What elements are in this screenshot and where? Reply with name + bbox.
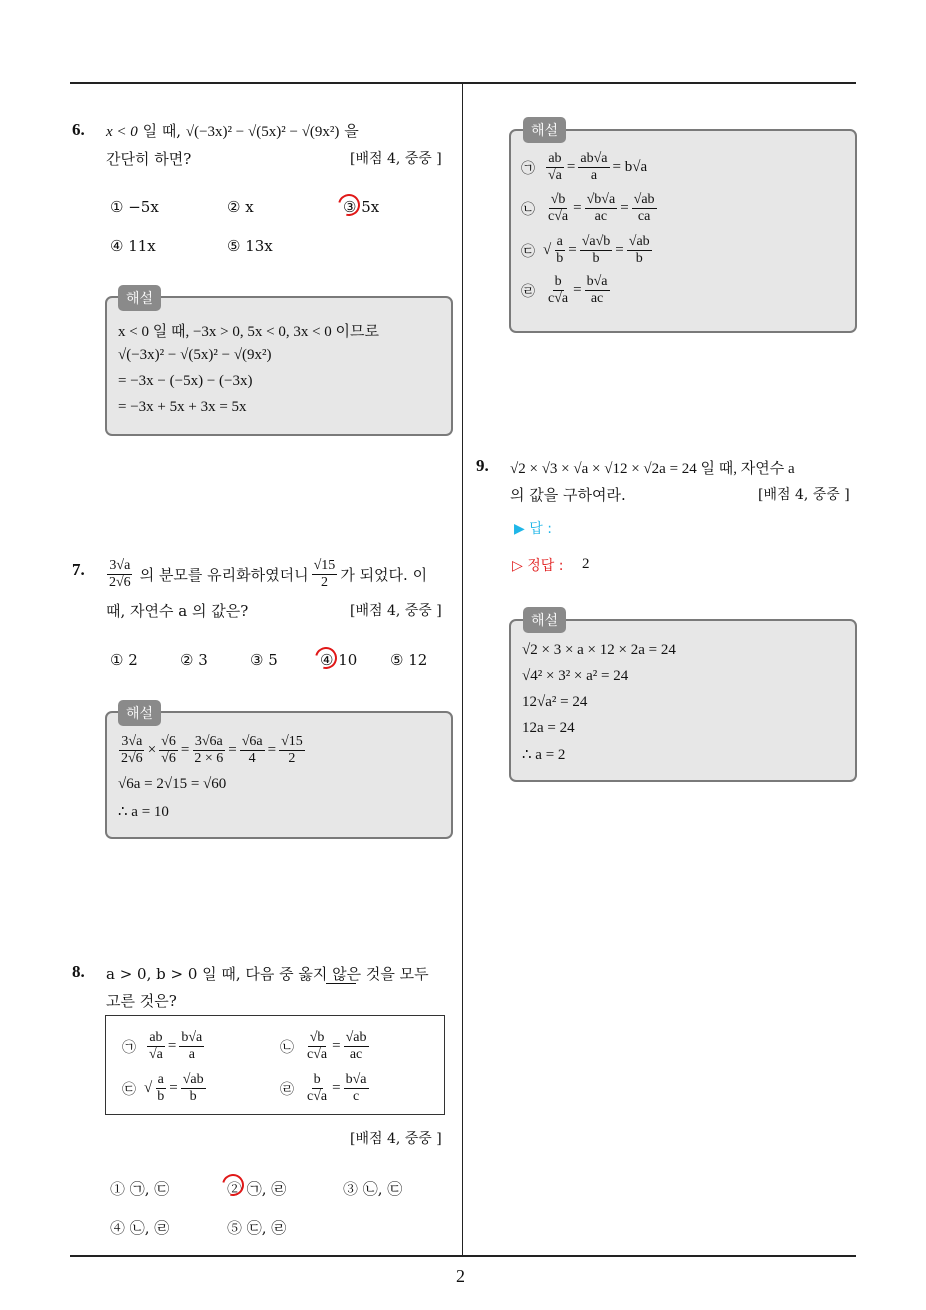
q7-sol-line-3: ∴ a = 10	[118, 804, 169, 820]
top-rule	[70, 82, 856, 84]
q9-correct-value: 2	[582, 556, 590, 572]
q9-sol-line-1: √2 × 3 × a × 12 × 2a = 24	[522, 642, 676, 658]
q9-correct-label: ▷ 정답 :	[512, 558, 564, 574]
q7-meta: [배점 4, 중중 ]	[350, 603, 442, 619]
q7-choice-1[interactable]: ① 2	[110, 651, 138, 669]
q8-sol-line-1: ㉠ $\frac{ab}{√a}$ = $\frac{ab√a}{a}$ = b√a	[521, 151, 648, 183]
q8-choice-3[interactable]: ③ ㉡, ㉢	[343, 1180, 403, 1198]
q9-line2: 의 값을 구하여라.	[510, 486, 626, 504]
q7-frac2-den: 2	[320, 575, 328, 590]
q6-sol-line-2: √(−3x)² − √(5x)² − √(9x²)	[118, 347, 272, 363]
q8-sol-line-3: ㉢ √ $\frac{a}{b}$ = $\frac{√a√b}{b}$ = $\frac{√ab}{b}$	[521, 234, 650, 266]
q6-sol-line-3: = −3x − (−5x) − (−3x)	[118, 373, 253, 389]
q6-line1: x < 0 일 때, √(−3x)² − √(5x)² − √(9x²) 을	[106, 122, 359, 140]
q9-solution-tag: 해설	[523, 607, 566, 633]
q7-solution-tag: 해설	[118, 700, 161, 726]
q8-item-1: ㉠ $\frac{ab}{√a}$ = $\frac{b√a}{a}$	[122, 1030, 203, 1062]
q8-choice-2[interactable]: ② ㉠, ㉣	[227, 1180, 287, 1198]
q7-sol-eq1: $\frac{3√a}{2√6}$ × $\frac{√6}{√6}$ = $\frac{3√6a}{2 \times 6}$ = $\frac{√6a}{4}$ = $\frac{√15}{2}$	[121, 734, 303, 766]
q7-frac1-num: 3√a	[109, 558, 131, 573]
q6-choice-1[interactable]: ① −5x	[110, 198, 159, 216]
q9-number: 9.	[476, 456, 489, 475]
q7-frac1-den: 2√6	[109, 575, 131, 590]
q9-meta: [배점 4, 중중 ]	[758, 487, 850, 503]
q9-sol-line-2: √4² × 3² × a² = 24	[522, 668, 629, 684]
q6-choice-2[interactable]: ② x	[227, 198, 254, 216]
q8-choice-4[interactable]: ④ ㉡, ㉣	[110, 1219, 170, 1237]
q7-frac2-num: √15	[313, 558, 336, 573]
q7-line2: 때, 자연수 a 의 값은?	[106, 602, 249, 620]
page-number: 2	[456, 1266, 465, 1286]
q7-choice-4[interactable]: ④ 10	[320, 651, 358, 669]
q8-underline	[326, 983, 356, 984]
q6-choice-5[interactable]: ⑤ 13x	[227, 237, 273, 255]
q8-sol-line-2: ㉡ $\frac{√b}{c√a}$ = $\frac{√b√a}{ac}$ = $\frac{√ab}{ca}$	[521, 192, 655, 224]
q6-choice-3[interactable]: ③ 5x	[343, 198, 380, 216]
q8-item-4: ㉣ $\frac{b}{c√a}$ = $\frac{b√a}{c}$	[280, 1072, 367, 1104]
q6-meta: [배점 4, 중중 ]	[350, 151, 442, 167]
q9-sol-line-4: 12a = 24	[522, 720, 575, 736]
q7-choice-3[interactable]: ③ 5	[250, 651, 278, 669]
q9-answer-label[interactable]: ▶ 답 :	[514, 521, 552, 537]
q8-number: 8.	[72, 962, 85, 981]
q7-line1: $\frac{3√a}{2√6}$ 의 분모를 유리화하였더니 $\frac{√15}{2}$ 가 되었다. 이	[109, 558, 428, 590]
q9-sol-line-3: 12√a² = 24	[522, 694, 588, 710]
q8-solution-tag: 해설	[523, 117, 566, 143]
q6-line2: 간단히 하면?	[106, 150, 192, 168]
q6-choice-4[interactable]: ④ 11x	[110, 237, 156, 255]
q8-meta: [배점 4, 중중 ]	[350, 1131, 442, 1147]
q9-sol-line-5: ∴ a = 2	[522, 747, 566, 763]
q6-sol-line-4: = −3x + 5x + 3x = 5x	[118, 399, 247, 415]
q6-sol-line-1: x < 0 일 때, −3x > 0, 5x < 0, 3x < 0 이므로	[118, 324, 379, 340]
bottom-rule	[70, 1255, 856, 1257]
q8-line1: a > 0, b > 0 일 때, 다음 중 옳지 않은 것을 모두	[106, 965, 429, 983]
q6-solution-tag: 해설	[118, 285, 161, 311]
q8-sol-line-4: ㉣ $\frac{b}{c√a}$ = $\frac{b√a}{ac}$	[521, 274, 608, 306]
q7-sol-line-2: √6a = 2√15 = √60	[118, 776, 227, 792]
q8-item-2: ㉡ $\frac{√b}{c√a}$ = $\frac{√ab}{ac}$	[280, 1030, 367, 1062]
q7-choice-5[interactable]: ⑤ 12	[390, 651, 428, 669]
q6-number: 6.	[72, 120, 85, 139]
column-divider	[462, 83, 463, 1256]
q8-choice-5[interactable]: ⑤ ㉢, ㉣	[227, 1219, 287, 1237]
q8-line2: 고른 것은?	[106, 992, 177, 1010]
q7-number: 7.	[72, 560, 85, 579]
q8-item-3: ㉢ √ $\frac{a}{b}$ = $\frac{√ab}{b}$	[122, 1072, 204, 1104]
q9-line1: √2 × √3 × √a × √12 × √2a = 24 일 때, 자연수 a	[510, 461, 795, 477]
q7-choice-2[interactable]: ② 3	[180, 651, 208, 669]
q8-choice-1[interactable]: ① ㉠, ㉢	[110, 1180, 170, 1198]
